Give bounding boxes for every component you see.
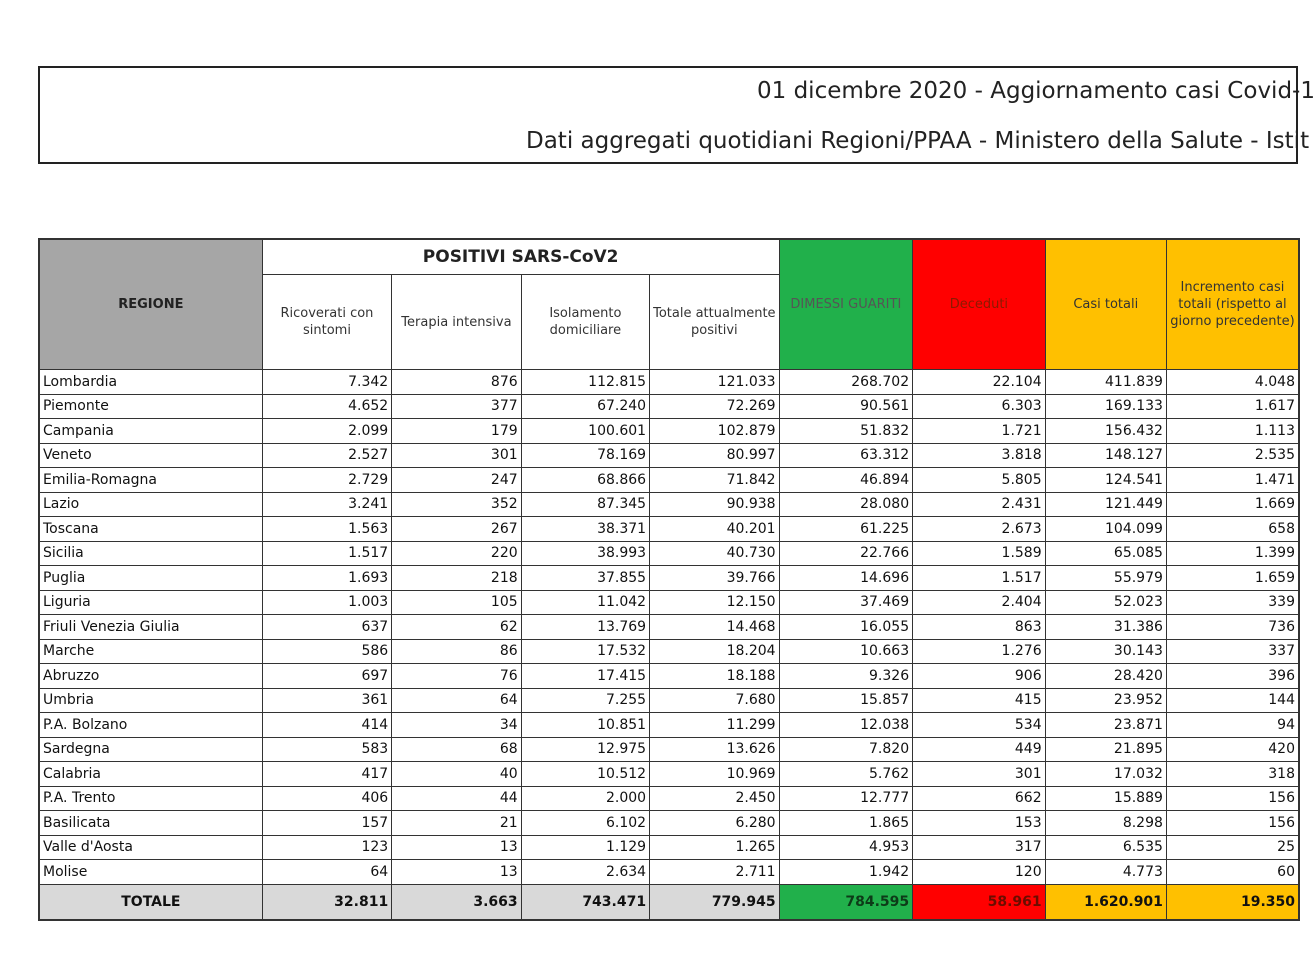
table-row xyxy=(39,566,1299,591)
value-cell: 22.766 xyxy=(779,541,913,566)
value-cell: 13.626 xyxy=(650,737,780,762)
table-row xyxy=(39,811,1299,836)
region-name-cell: Veneto xyxy=(39,443,262,468)
value-cell: 60 xyxy=(1166,860,1299,885)
value-cell: 34 xyxy=(392,713,521,738)
value-cell: 318 xyxy=(1166,762,1299,787)
value-cell: 2.535 xyxy=(1166,443,1299,468)
value-cell: 12.038 xyxy=(779,713,913,738)
value-cell: 17.532 xyxy=(521,639,649,664)
value-cell: 40.201 xyxy=(650,517,780,542)
value-cell: 21 xyxy=(392,811,521,836)
table-row xyxy=(39,737,1299,762)
value-cell: 6.280 xyxy=(650,811,780,836)
value-cell: 10.663 xyxy=(779,639,913,664)
value-cell: 13.769 xyxy=(521,615,649,640)
value-cell: 4.652 xyxy=(262,394,391,419)
value-cell: 1.589 xyxy=(913,541,1046,566)
value-cell: 534 xyxy=(913,713,1046,738)
value-cell: 414 xyxy=(262,713,391,738)
value-cell: 396 xyxy=(1166,664,1299,689)
value-cell: 23.952 xyxy=(1045,688,1166,713)
value-cell: 76 xyxy=(392,664,521,689)
value-cell: 906 xyxy=(913,664,1046,689)
value-cell: 662 xyxy=(913,786,1046,811)
header-totale-positivi: Totale attualmente positivi xyxy=(650,275,780,370)
table-body xyxy=(39,370,1299,920)
value-cell: 2.431 xyxy=(913,492,1046,517)
value-cell: 339 xyxy=(1166,590,1299,615)
value-cell: 90.938 xyxy=(650,492,780,517)
value-cell: 583 xyxy=(262,737,391,762)
value-cell: 863 xyxy=(913,615,1046,640)
value-cell: 94 xyxy=(1166,713,1299,738)
value-cell: 6.535 xyxy=(1045,835,1166,860)
value-cell: 39.766 xyxy=(650,566,780,591)
value-cell: 1.399 xyxy=(1166,541,1299,566)
value-cell: 2.634 xyxy=(521,860,649,885)
header-terapia-intensiva: Terapia intensiva xyxy=(392,275,521,370)
value-cell: 301 xyxy=(913,762,1046,787)
table-row xyxy=(39,762,1299,787)
region-name-cell: Sardegna xyxy=(39,737,262,762)
value-cell: 1.617 xyxy=(1166,394,1299,419)
table-row xyxy=(39,835,1299,860)
value-cell: 6.303 xyxy=(913,394,1046,419)
value-cell: 12.777 xyxy=(779,786,913,811)
region-name-cell: Puglia xyxy=(39,566,262,591)
value-cell: 17.415 xyxy=(521,664,649,689)
value-cell: 46.894 xyxy=(779,468,913,493)
header-positivi-group: POSITIVI SARS-CoV2 xyxy=(262,239,779,275)
value-cell: 65.085 xyxy=(1045,541,1166,566)
value-cell: 218 xyxy=(392,566,521,591)
table-row xyxy=(39,468,1299,493)
value-cell: 40.730 xyxy=(650,541,780,566)
region-name-cell: Toscana xyxy=(39,517,262,542)
region-name-cell: Umbria xyxy=(39,688,262,713)
region-name-cell: Friuli Venezia Giulia xyxy=(39,615,262,640)
total-value-cell: 743.471 xyxy=(521,884,649,920)
value-cell: 697 xyxy=(262,664,391,689)
value-cell: 9.326 xyxy=(779,664,913,689)
value-cell: 179 xyxy=(392,419,521,444)
value-cell: 1.669 xyxy=(1166,492,1299,517)
value-cell: 38.993 xyxy=(521,541,649,566)
value-cell: 352 xyxy=(392,492,521,517)
value-cell: 31.386 xyxy=(1045,615,1166,640)
value-cell: 11.042 xyxy=(521,590,649,615)
header-ricoverati: Ricoverati con sintomi xyxy=(262,275,391,370)
value-cell: 658 xyxy=(1166,517,1299,542)
value-cell: 7.820 xyxy=(779,737,913,762)
region-name-cell: P.A. Trento xyxy=(39,786,262,811)
value-cell: 1.659 xyxy=(1166,566,1299,591)
report-subtitle: Dati aggregati quotidiani Regioni/PPAA - Ministero della Salute - Istit xyxy=(526,128,1310,154)
region-name-cell: Lazio xyxy=(39,492,262,517)
table-row xyxy=(39,517,1299,542)
value-cell: 420 xyxy=(1166,737,1299,762)
value-cell: 4.048 xyxy=(1166,370,1299,395)
value-cell: 40 xyxy=(392,762,521,787)
value-cell: 1.942 xyxy=(779,860,913,885)
region-name-cell: Abruzzo xyxy=(39,664,262,689)
value-cell: 3.241 xyxy=(262,492,391,517)
value-cell: 1.129 xyxy=(521,835,649,860)
region-name-cell: Campania xyxy=(39,419,262,444)
value-cell: 30.143 xyxy=(1045,639,1166,664)
value-cell: 112.815 xyxy=(521,370,649,395)
region-name-cell: Piemonte xyxy=(39,394,262,419)
value-cell: 80.997 xyxy=(650,443,780,468)
total-value-cell: 19.350 xyxy=(1166,884,1299,920)
value-cell: 67.240 xyxy=(521,394,649,419)
total-row xyxy=(39,884,1299,920)
value-cell: 123 xyxy=(262,835,391,860)
value-cell: 1.276 xyxy=(913,639,1046,664)
value-cell: 377 xyxy=(392,394,521,419)
value-cell: 12.150 xyxy=(650,590,780,615)
region-name-cell: Liguria xyxy=(39,590,262,615)
table-row xyxy=(39,443,1299,468)
value-cell: 148.127 xyxy=(1045,443,1166,468)
value-cell: 337 xyxy=(1166,639,1299,664)
value-cell: 52.023 xyxy=(1045,590,1166,615)
value-cell: 12.975 xyxy=(521,737,649,762)
covid-data-table xyxy=(38,238,1300,921)
value-cell: 1.265 xyxy=(650,835,780,860)
table-row xyxy=(39,394,1299,419)
value-cell: 120 xyxy=(913,860,1046,885)
value-cell: 1.693 xyxy=(262,566,391,591)
value-cell: 64 xyxy=(262,860,391,885)
table-row xyxy=(39,541,1299,566)
table-row xyxy=(39,492,1299,517)
value-cell: 361 xyxy=(262,688,391,713)
region-name-cell: Lombardia xyxy=(39,370,262,395)
value-cell: 51.832 xyxy=(779,419,913,444)
header-isolamento: Isolamento domiciliare xyxy=(521,275,649,370)
value-cell: 2.000 xyxy=(521,786,649,811)
value-cell: 55.979 xyxy=(1045,566,1166,591)
value-cell: 10.851 xyxy=(521,713,649,738)
value-cell: 72.269 xyxy=(650,394,780,419)
value-cell: 2.099 xyxy=(262,419,391,444)
value-cell: 1.471 xyxy=(1166,468,1299,493)
value-cell: 10.969 xyxy=(650,762,780,787)
value-cell: 736 xyxy=(1166,615,1299,640)
value-cell: 2.527 xyxy=(262,443,391,468)
value-cell: 13 xyxy=(392,835,521,860)
value-cell: 38.371 xyxy=(521,517,649,542)
value-cell: 7.342 xyxy=(262,370,391,395)
value-cell: 18.204 xyxy=(650,639,780,664)
value-cell: 18.188 xyxy=(650,664,780,689)
value-cell: 63.312 xyxy=(779,443,913,468)
value-cell: 5.805 xyxy=(913,468,1046,493)
region-name-cell: Valle d'Aosta xyxy=(39,835,262,860)
value-cell: 28.420 xyxy=(1045,664,1166,689)
value-cell: 62 xyxy=(392,615,521,640)
value-cell: 4.773 xyxy=(1045,860,1166,885)
value-cell: 10.512 xyxy=(521,762,649,787)
value-cell: 1.003 xyxy=(262,590,391,615)
value-cell: 78.169 xyxy=(521,443,649,468)
covid-data-table-wrapper xyxy=(38,238,1295,921)
report-title: 01 dicembre 2020 - Aggiornamento casi Covid-1 xyxy=(757,78,1315,104)
value-cell: 157 xyxy=(262,811,391,836)
table-row xyxy=(39,713,1299,738)
value-cell: 406 xyxy=(262,786,391,811)
value-cell: 23.871 xyxy=(1045,713,1166,738)
region-name-cell: Calabria xyxy=(39,762,262,787)
value-cell: 8.298 xyxy=(1045,811,1166,836)
value-cell: 68.866 xyxy=(521,468,649,493)
header-deceduti: Deceduti xyxy=(913,239,1046,370)
region-name-cell: Sicilia xyxy=(39,541,262,566)
value-cell: 169.133 xyxy=(1045,394,1166,419)
region-name-cell: P.A. Bolzano xyxy=(39,713,262,738)
value-cell: 124.541 xyxy=(1045,468,1166,493)
value-cell: 16.055 xyxy=(779,615,913,640)
value-cell: 267 xyxy=(392,517,521,542)
value-cell: 1.865 xyxy=(779,811,913,836)
value-cell: 5.762 xyxy=(779,762,913,787)
table-row xyxy=(39,688,1299,713)
value-cell: 90.561 xyxy=(779,394,913,419)
value-cell: 71.842 xyxy=(650,468,780,493)
value-cell: 2.729 xyxy=(262,468,391,493)
value-cell: 68 xyxy=(392,737,521,762)
value-cell: 11.299 xyxy=(650,713,780,738)
header-incremento: Incremento casi totali (rispetto al giorno precedente) xyxy=(1166,239,1299,370)
total-value-cell: 779.945 xyxy=(650,884,780,920)
value-cell: 586 xyxy=(262,639,391,664)
value-cell: 153 xyxy=(913,811,1046,836)
total-value-cell: 32.811 xyxy=(262,884,391,920)
value-cell: 2.711 xyxy=(650,860,780,885)
value-cell: 28.080 xyxy=(779,492,913,517)
value-cell: 7.255 xyxy=(521,688,649,713)
value-cell: 64 xyxy=(392,688,521,713)
value-cell: 415 xyxy=(913,688,1046,713)
value-cell: 121.033 xyxy=(650,370,780,395)
value-cell: 156.432 xyxy=(1045,419,1166,444)
value-cell: 61.225 xyxy=(779,517,913,542)
total-value-cell: 3.663 xyxy=(392,884,521,920)
report-header xyxy=(38,66,1315,164)
total-label-cell: TOTALE xyxy=(39,884,262,920)
value-cell: 417 xyxy=(262,762,391,787)
table-row xyxy=(39,590,1299,615)
value-cell: 876 xyxy=(392,370,521,395)
header-casi-totali: Casi totali xyxy=(1045,239,1166,370)
value-cell: 637 xyxy=(262,615,391,640)
value-cell: 100.601 xyxy=(521,419,649,444)
value-cell: 105 xyxy=(392,590,521,615)
value-cell: 4.953 xyxy=(779,835,913,860)
total-value-cell: 784.595 xyxy=(779,884,913,920)
value-cell: 156 xyxy=(1166,786,1299,811)
value-cell: 3.818 xyxy=(913,443,1046,468)
region-name-cell: Marche xyxy=(39,639,262,664)
value-cell: 1.721 xyxy=(913,419,1046,444)
table-row xyxy=(39,860,1299,885)
value-cell: 1.517 xyxy=(262,541,391,566)
region-name-cell: Emilia-Romagna xyxy=(39,468,262,493)
value-cell: 2.404 xyxy=(913,590,1046,615)
value-cell: 2.450 xyxy=(650,786,780,811)
value-cell: 220 xyxy=(392,541,521,566)
region-name-cell: Molise xyxy=(39,860,262,885)
value-cell: 44 xyxy=(392,786,521,811)
value-cell: 104.099 xyxy=(1045,517,1166,542)
value-cell: 37.855 xyxy=(521,566,649,591)
value-cell: 156 xyxy=(1166,811,1299,836)
value-cell: 14.696 xyxy=(779,566,913,591)
value-cell: 449 xyxy=(913,737,1046,762)
value-cell: 15.857 xyxy=(779,688,913,713)
value-cell: 1.563 xyxy=(262,517,391,542)
value-cell: 144 xyxy=(1166,688,1299,713)
table-row xyxy=(39,615,1299,640)
table-row xyxy=(39,639,1299,664)
total-value-cell: 58.961 xyxy=(913,884,1046,920)
value-cell: 13 xyxy=(392,860,521,885)
value-cell: 14.468 xyxy=(650,615,780,640)
total-value-cell: 1.620.901 xyxy=(1045,884,1166,920)
value-cell: 301 xyxy=(392,443,521,468)
value-cell: 86 xyxy=(392,639,521,664)
header-dimessi-guariti: DIMESSI GUARITI xyxy=(779,239,913,370)
value-cell: 1.113 xyxy=(1166,419,1299,444)
table-row xyxy=(39,664,1299,689)
value-cell: 317 xyxy=(913,835,1046,860)
value-cell: 7.680 xyxy=(650,688,780,713)
value-cell: 87.345 xyxy=(521,492,649,517)
table-row xyxy=(39,419,1299,444)
value-cell: 22.104 xyxy=(913,370,1046,395)
value-cell: 25 xyxy=(1166,835,1299,860)
value-cell: 102.879 xyxy=(650,419,780,444)
value-cell: 15.889 xyxy=(1045,786,1166,811)
table-row xyxy=(39,370,1299,395)
value-cell: 121.449 xyxy=(1045,492,1166,517)
value-cell: 1.517 xyxy=(913,566,1046,591)
table-row xyxy=(39,786,1299,811)
value-cell: 37.469 xyxy=(779,590,913,615)
value-cell: 247 xyxy=(392,468,521,493)
value-cell: 6.102 xyxy=(521,811,649,836)
value-cell: 21.895 xyxy=(1045,737,1166,762)
value-cell: 411.839 xyxy=(1045,370,1166,395)
region-name-cell: Basilicata xyxy=(39,811,262,836)
value-cell: 17.032 xyxy=(1045,762,1166,787)
value-cell: 268.702 xyxy=(779,370,913,395)
value-cell: 2.673 xyxy=(913,517,1046,542)
header-region: REGIONE xyxy=(39,239,262,370)
